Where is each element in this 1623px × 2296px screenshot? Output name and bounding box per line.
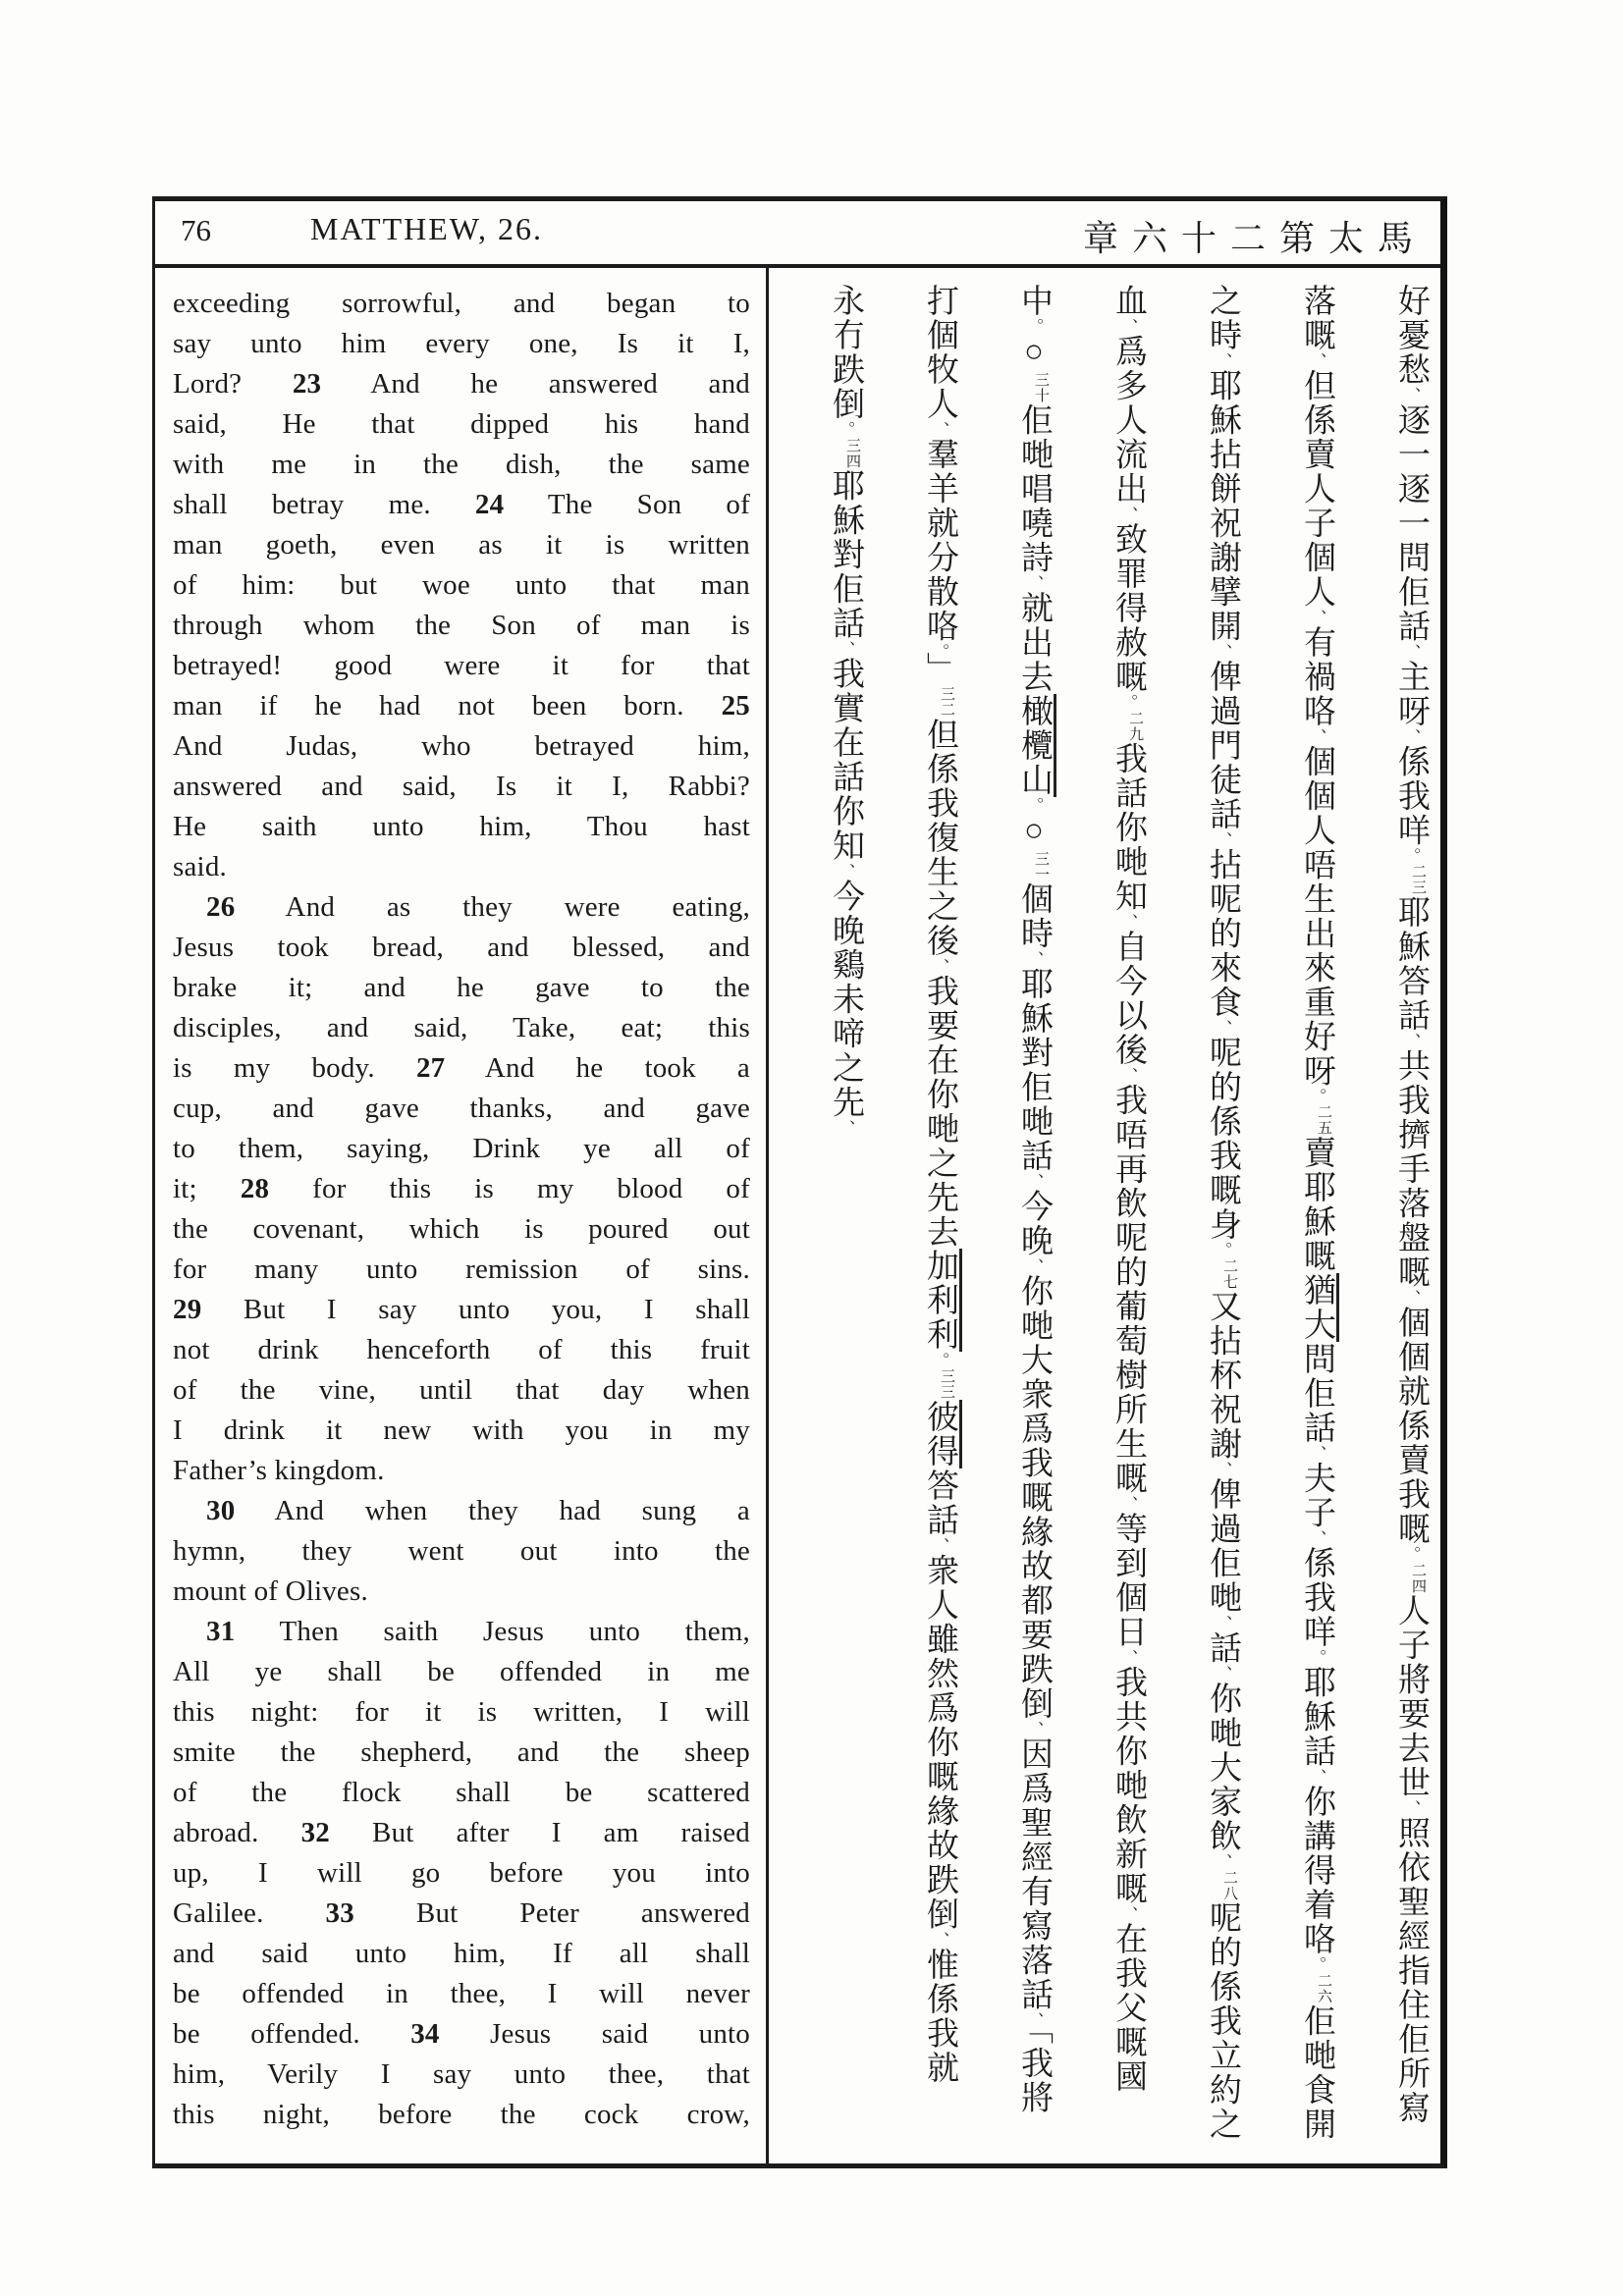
cjk-punctuation: 、	[1308, 1768, 1326, 1785]
cjk-punctuation: 、	[1119, 1905, 1138, 1922]
verse-number: 28	[240, 1173, 270, 1204]
cjk-punctuation: 、	[1402, 1289, 1421, 1306]
cjk-punctuation: 、	[1214, 643, 1232, 660]
verse-number: 34	[410, 2018, 440, 2050]
text-line: 26 And as they were eating,	[206, 891, 750, 923]
text-line: shall betray me. 24 The Son of	[173, 489, 750, 520]
text-line: this night: for it is written, I will	[173, 1696, 750, 1728]
proper-noun-mark: 橄欖山	[1016, 694, 1056, 797]
verse-number-note: 二六	[1316, 1972, 1331, 2004]
english-text-column	[173, 284, 750, 2135]
text-line: to them, saying, Drink ye all of	[173, 1133, 750, 1164]
text-line: answered and said, Is it I, Rabbi?	[173, 771, 750, 802]
verse-number-note: 二三	[1410, 864, 1426, 895]
text-line: cup, and gave thanks, and gave	[173, 1093, 750, 1124]
text-line: of the flock shall be scattered	[173, 1777, 750, 1808]
verse-number-note: 三四	[844, 437, 860, 469]
cjk-punctuation: 。	[1402, 1546, 1421, 1563]
text-line: brake it; and he gave to the	[173, 972, 750, 1003]
text-line: the covenant, which is poured out	[173, 1213, 750, 1245]
cjk-punctuation: 、	[1025, 2011, 1044, 2028]
cjk-punctuation: 、	[1402, 1799, 1421, 1816]
verse-number: 27	[415, 1052, 446, 1084]
text-line: of the vine, until that day when	[173, 1374, 750, 1406]
text-line: through whom the Son of man is	[173, 610, 750, 641]
verse-number: 24	[474, 489, 505, 520]
text-line: with me in the dish, the same	[173, 449, 750, 480]
proper-noun-mark: 彼得	[922, 1400, 962, 1468]
verse-number-note: 三二	[939, 685, 954, 718]
text-line: be offended in thee, I will never	[173, 1978, 750, 2009]
cjk-punctuation: 。	[1308, 1649, 1326, 1666]
cjk-punctuation: 、	[1025, 1721, 1044, 1737]
verse-number: 31	[206, 1616, 236, 1647]
text-line: said, He that dipped his hand	[173, 408, 750, 440]
cjk-punctuation: 、	[1025, 950, 1044, 967]
verse-number-note: 二八	[1221, 1869, 1237, 1901]
cjk-punctuation: 、	[1025, 1173, 1044, 1190]
cjk-punctuation: 。	[931, 643, 949, 652]
cjk-punctuation: 、	[837, 1119, 855, 1136]
cjk-punctuation: 。	[1308, 1956, 1326, 1973]
cjk-punctuation: 、	[1402, 387, 1421, 403]
text-line: betrayed! good were it for that	[173, 650, 750, 681]
text-line: 29 But I say unto you, I shall	[173, 1294, 750, 1325]
cjk-punctuation: 、	[1214, 352, 1232, 369]
verse-number-note: 二四	[1410, 1562, 1426, 1594]
text-line: up, I will go before you into	[173, 1857, 750, 1889]
cjk-punctuation: 、	[1119, 318, 1138, 335]
cjk-punctuation: 、	[931, 1931, 949, 1948]
chinese-text-column: 打個牧人、羣羊就分散咯。」三二但係我復生之後、我要在你哋之先去加利利。三三彼得答話、衆人雖然爲你嘅緣故跌倒、惟係我就	[921, 284, 956, 2154]
cjk-punctuation: 。	[931, 1352, 949, 1368]
cjk-punctuation: 、	[837, 863, 855, 880]
text-line: and said unto him, If all shall	[173, 1938, 750, 1969]
cjk-punctuation: 、	[931, 957, 949, 975]
cjk-punctuation: 、	[1119, 506, 1138, 522]
text-line: Lord? 23 And he answered and	[173, 368, 750, 400]
column-divider	[766, 268, 769, 2163]
verse-number: 32	[300, 1817, 331, 1848]
text-line: mount of Olives.	[173, 1575, 368, 1607]
header-title-english: MATTHEW, 26.	[310, 211, 544, 246]
text-line: disciples, and said, Take, eat; this	[173, 1012, 750, 1043]
proper-noun-mark: 加利利	[922, 1249, 962, 1352]
cjk-punctuation: 、	[1119, 1495, 1138, 1512]
cjk-punctuation: 。	[1025, 318, 1044, 335]
cjk-punctuation: 、	[1308, 609, 1326, 625]
text-line: for many unto remission of sins.	[173, 1254, 750, 1285]
text-line: Father’s kingdom.	[173, 1455, 385, 1486]
text-line: exceeding sorrowful, and began to	[173, 288, 750, 319]
cjk-punctuation: 。	[1025, 797, 1044, 814]
cjk-punctuation: 、	[1214, 1461, 1232, 1477]
text-line: 30 And when they had sung a	[206, 1495, 750, 1526]
cjk-punctuation: 、	[1308, 728, 1326, 745]
verse-number: 33	[325, 1897, 354, 1929]
cjk-punctuation: 、	[1119, 1649, 1138, 1666]
verse-number: 25	[721, 690, 750, 721]
verse-number: 26	[206, 891, 236, 923]
page-frame	[152, 196, 1447, 2168]
chinese-text-column: 好憂愁、逐一逐一問佢話、主呀、係我咩。二三耶穌答話、共我擠手落盤嘅、個個就係賣我嘅。二四人子將要去世、照依聖經指住佢所寫	[1393, 284, 1429, 2125]
verse-number-note: 三三	[939, 1367, 954, 1400]
text-line: Galilee. 33 But Peter answered	[173, 1897, 751, 1929]
verse-number: 30	[206, 1495, 236, 1526]
text-line: man if he had not been born. 25	[173, 690, 750, 721]
verse-number-note: 二九	[1127, 710, 1143, 742]
cjk-punctuation: 、	[1214, 831, 1232, 848]
text-line: not drink henceforth of this fruit	[173, 1334, 750, 1365]
chinese-text-column: 中。○三十佢哋唱嘵詩、就出去橄欖山。○三一個時、耶穌對佢哋話、今晚、你哋大衆爲我嘅緣故都要跌倒、因爲聖經有寫落話、「我將	[1015, 284, 1051, 2154]
text-line: He saith unto him, Thou hast	[173, 811, 750, 842]
verse-number: 29	[173, 1294, 202, 1325]
text-line: smite the shepherd, and the sheep	[173, 1736, 750, 1768]
chinese-text-section	[778, 284, 1428, 2154]
cjk-punctuation: 、	[1308, 1445, 1326, 1462]
cjk-punctuation: 。	[1402, 847, 1421, 864]
text-line: hymn, they went out into the	[173, 1535, 750, 1567]
verse-number-note: 三一	[1033, 850, 1049, 882]
cjk-punctuation: 、	[1402, 728, 1421, 745]
page-number: 76	[181, 213, 211, 247]
cjk-punctuation: 、	[931, 1536, 949, 1554]
text-line: it; 28 for this is my blood of	[173, 1173, 750, 1204]
chinese-text-column: 之時、耶穌拈餅祝謝擘開、俾過門徒話、拈呢的來食、呢的係我嘅身。二七又拈杯祝謝、俾過佢哋、話、你哋大家飲、二八呢的係我立約之	[1205, 284, 1240, 2142]
cjk-punctuation: 、	[1308, 352, 1326, 369]
text-line: abroad. 32 But after I am raised	[173, 1817, 750, 1848]
cjk-punctuation: 、	[837, 640, 855, 657]
cjk-punctuation: 、	[1025, 574, 1044, 591]
cjk-punctuation: 、	[1402, 643, 1421, 660]
cjk-punctuation: 、	[1214, 1615, 1232, 1631]
cjk-punctuation: 、	[1402, 1033, 1421, 1049]
text-line: this night, before the cock crow,	[173, 2099, 750, 2130]
page-header	[155, 201, 1440, 268]
chinese-text-column: 血、爲多人流出、致罪得赦嘅。二九我話你哋知、自今以後、我唔再飲呢的葡萄樹所生嘅、等到個日、我共你哋飲新嘅、在我父嘅國	[1110, 284, 1146, 2094]
cjk-punctuation: 、	[1214, 1853, 1232, 1870]
verse-number-note: 二七	[1221, 1257, 1237, 1290]
chinese-text-column: 落嘅、但係賣人子個人、有禍咯、個個人唔生出來重好呀。二五賣耶穌嘅猶大問佢話、夫子、係我咩。耶穌話、你講得着咯。二六佢哋食開	[1298, 284, 1333, 2154]
text-line: Jesus took bread, and blessed, and	[173, 932, 750, 963]
text-line: I drink it new with you in my	[173, 1415, 750, 1446]
cjk-punctuation: 、	[1214, 1019, 1232, 1036]
cjk-punctuation: 。	[1308, 1088, 1326, 1104]
cjk-punctuation: 、	[1025, 1257, 1044, 1274]
cjk-punctuation: 、	[1119, 1067, 1138, 1084]
text-line: 31 Then saith Jesus unto them,	[206, 1616, 750, 1647]
cjk-punctuation: 、	[1119, 913, 1138, 930]
proper-noun-mark: 猶大	[1299, 1273, 1339, 1342]
cjk-punctuation: 。	[837, 421, 855, 438]
text-line: said.	[173, 851, 227, 882]
cjk-punctuation: 。	[1214, 1242, 1232, 1258]
text-line: All ye shall be offended in me	[173, 1656, 750, 1687]
cjk-punctuation: 、	[1214, 1665, 1232, 1682]
header-title-chinese: 章六十二第太馬	[1083, 219, 1428, 258]
cjk-punctuation: 、	[1308, 1529, 1326, 1546]
cjk-punctuation: 。	[1119, 694, 1138, 711]
text-line: is my body. 27 And he took a	[173, 1052, 750, 1084]
verse-number-note: 三十	[1033, 371, 1049, 403]
text-line: him, Verily I say unto thee, that	[173, 2058, 750, 2090]
text-line: of him: but woe unto that man	[173, 569, 750, 601]
chinese-text-column: 永冇跌倒。三四耶穌對佢話、我實在話你知、今晚鷄未啼之先、	[828, 284, 863, 1136]
cjk-punctuation: 、	[931, 421, 949, 438]
text-line: be offended. 34 Jesus said unto	[173, 2018, 750, 2050]
text-line: man goeth, even as it is written	[173, 529, 750, 561]
verse-number-note: 二五	[1316, 1104, 1331, 1136]
text-line: say unto him every one, Is it I,	[173, 328, 750, 359]
text-line: And Judas, who betrayed him,	[173, 730, 750, 762]
verse-number: 23	[292, 368, 322, 400]
